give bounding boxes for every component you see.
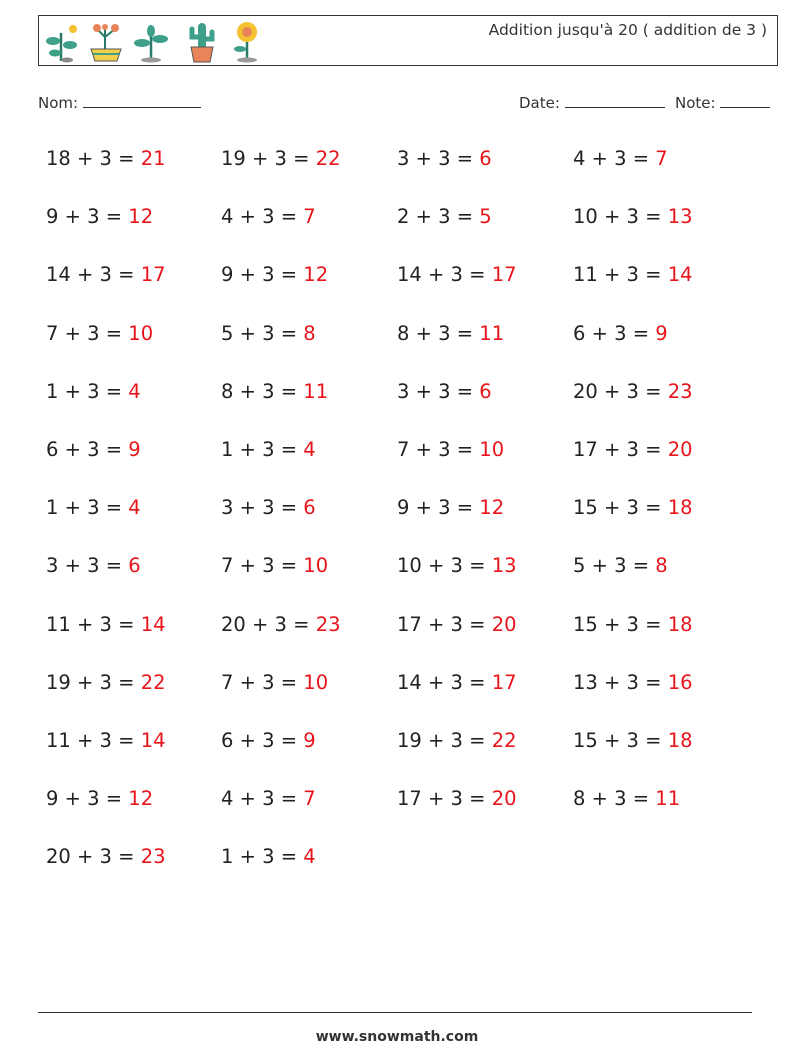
problem-answer: 20	[667, 438, 693, 461]
problem-question: 14 + 3 =	[46, 263, 141, 286]
problem-item	[573, 205, 693, 228]
problem-question: 17 + 3 =	[573, 438, 668, 461]
problem-question: 1 + 3 =	[46, 380, 129, 403]
problem-item	[221, 671, 328, 694]
problem-item	[573, 554, 668, 577]
cactus-icon	[183, 19, 223, 63]
problem-question: 8 + 3 =	[573, 787, 656, 810]
problem-item	[221, 729, 316, 752]
problem-question: 4 + 3 =	[573, 147, 656, 170]
worksheet-header	[38, 15, 778, 66]
note-line[interactable]	[720, 93, 770, 108]
problem-answer: 5	[479, 205, 492, 228]
problem-item	[573, 438, 693, 461]
problem-answer: 4	[303, 845, 316, 868]
problem-answer: 7	[655, 147, 668, 170]
problem-answer: 12	[479, 496, 505, 519]
problem-item	[46, 205, 153, 228]
problem-question: 14 + 3 =	[397, 671, 492, 694]
problem-item	[221, 554, 328, 577]
problem-answer: 20	[491, 787, 517, 810]
problem-answer: 4	[303, 438, 316, 461]
problem-question: 9 + 3 =	[46, 787, 129, 810]
problem-item	[221, 613, 341, 636]
problem-item	[573, 671, 693, 694]
problem-item	[221, 147, 341, 170]
problem-answer: 23	[140, 845, 166, 868]
problem-question: 18 + 3 =	[46, 147, 141, 170]
problem-item	[573, 380, 693, 403]
problem-item	[221, 322, 316, 345]
problem-answer: 23	[667, 380, 693, 403]
problem-item	[46, 554, 141, 577]
problem-answer: 18	[667, 613, 693, 636]
seedling-icon	[131, 19, 171, 63]
name-line[interactable]	[83, 93, 201, 108]
name-field	[38, 93, 201, 112]
problem-question: 9 + 3 =	[397, 496, 480, 519]
problem-question: 19 + 3 =	[46, 671, 141, 694]
problem-item	[397, 613, 517, 636]
problem-question: 10 + 3 =	[573, 205, 668, 228]
problem-answer: 6	[479, 147, 492, 170]
problem-item	[46, 322, 153, 345]
problem-item	[573, 496, 693, 519]
problem-item	[573, 263, 693, 286]
date-line[interactable]	[565, 93, 665, 108]
problem-item	[397, 263, 517, 286]
problem-question: 4 + 3 =	[221, 787, 304, 810]
problem-answer: 7	[303, 205, 316, 228]
problem-answer: 13	[491, 554, 517, 577]
problem-item	[46, 787, 153, 810]
problem-item	[573, 729, 693, 752]
problem-item	[397, 671, 517, 694]
problem-question: 8 + 3 =	[221, 380, 304, 403]
note-label: Note:	[675, 94, 716, 112]
name-label: Nom:	[38, 94, 79, 112]
problem-question: 1 + 3 =	[46, 496, 129, 519]
problem-item	[46, 729, 166, 752]
problem-answer: 9	[655, 322, 668, 345]
problem-item	[46, 671, 166, 694]
problem-question: 9 + 3 =	[46, 205, 129, 228]
problem-answer: 22	[315, 147, 341, 170]
flower-pot-icon	[87, 19, 127, 63]
date-field	[519, 93, 665, 112]
problem-answer: 13	[667, 205, 693, 228]
problem-answer: 12	[128, 205, 154, 228]
problem-answer: 12	[128, 787, 154, 810]
problem-question: 7 + 3 =	[221, 554, 304, 577]
problem-question: 20 + 3 =	[221, 613, 316, 636]
problem-answer: 18	[667, 729, 693, 752]
problem-item	[397, 496, 504, 519]
problem-question: 7 + 3 =	[397, 438, 480, 461]
problem-question: 6 + 3 =	[46, 438, 129, 461]
problem-question: 3 + 3 =	[46, 554, 129, 577]
problem-item	[573, 613, 693, 636]
problem-item	[46, 496, 141, 519]
problem-answer: 7	[303, 787, 316, 810]
problem-item	[573, 787, 680, 810]
problem-question: 20 + 3 =	[46, 845, 141, 868]
problem-item	[46, 613, 166, 636]
problem-answer: 23	[315, 613, 341, 636]
problem-question: 8 + 3 =	[397, 322, 480, 345]
problem-answer: 21	[140, 147, 166, 170]
worksheet-title: Addition jusqu'à 20 ( addition de 3 )	[488, 21, 767, 39]
problem-item	[46, 380, 141, 403]
problem-item	[397, 205, 492, 228]
problem-question: 17 + 3 =	[397, 787, 492, 810]
problem-question: 13 + 3 =	[573, 671, 668, 694]
problem-item	[397, 787, 517, 810]
problem-answer: 12	[303, 263, 329, 286]
footer-url: www.snowmath.com	[315, 1029, 479, 1045]
problem-question: 20 + 3 =	[573, 380, 668, 403]
problem-item	[221, 205, 316, 228]
problem-question: 6 + 3 =	[573, 322, 656, 345]
problem-item	[397, 147, 492, 170]
problem-answer: 14	[140, 613, 166, 636]
problem-answer: 8	[303, 322, 316, 345]
date-label: Date:	[519, 94, 560, 112]
problem-item	[397, 322, 504, 345]
problem-answer: 20	[491, 613, 517, 636]
problem-answer: 6	[128, 554, 141, 577]
problem-item	[221, 380, 328, 403]
problem-question: 7 + 3 =	[221, 671, 304, 694]
problem-question: 7 + 3 =	[46, 322, 129, 345]
problem-question: 3 + 3 =	[397, 147, 480, 170]
problem-item	[397, 380, 492, 403]
problem-question: 11 + 3 =	[46, 729, 141, 752]
problem-question: 4 + 3 =	[221, 205, 304, 228]
problem-answer: 9	[128, 438, 141, 461]
footer-divider	[38, 1012, 752, 1013]
problem-item	[221, 787, 316, 810]
problem-question: 14 + 3 =	[397, 263, 492, 286]
problem-answer: 14	[140, 729, 166, 752]
problem-item	[221, 845, 316, 868]
problem-answer: 17	[140, 263, 166, 286]
problem-item	[573, 322, 668, 345]
problem-answer: 16	[667, 671, 693, 694]
problem-question: 15 + 3 =	[573, 729, 668, 752]
problem-answer: 11	[655, 787, 681, 810]
sunflower-icon	[227, 19, 267, 63]
problem-question: 3 + 3 =	[397, 380, 480, 403]
problem-question: 3 + 3 =	[221, 496, 304, 519]
problem-item	[397, 729, 517, 752]
problem-answer: 14	[667, 263, 693, 286]
problem-question: 17 + 3 =	[397, 613, 492, 636]
problem-question: 6 + 3 =	[221, 729, 304, 752]
problem-answer: 9	[303, 729, 316, 752]
problem-item	[221, 263, 328, 286]
problem-question: 15 + 3 =	[573, 613, 668, 636]
problem-answer: 18	[667, 496, 693, 519]
problem-answer: 11	[479, 322, 505, 345]
problem-question: 10 + 3 =	[397, 554, 492, 577]
problem-answer: 4	[128, 380, 141, 403]
plant-sprout-icon	[43, 19, 83, 63]
note-field	[675, 93, 770, 112]
problem-question: 15 + 3 =	[573, 496, 668, 519]
problem-item	[46, 147, 166, 170]
problem-item	[573, 147, 668, 170]
problem-answer: 4	[128, 496, 141, 519]
problem-answer: 10	[303, 554, 329, 577]
problem-answer: 22	[140, 671, 166, 694]
problem-question: 2 + 3 =	[397, 205, 480, 228]
problem-question: 5 + 3 =	[221, 322, 304, 345]
problem-question: 9 + 3 =	[221, 263, 304, 286]
problem-answer: 6	[479, 380, 492, 403]
problem-item	[46, 438, 141, 461]
problem-answer: 17	[491, 263, 517, 286]
problem-question: 5 + 3 =	[573, 554, 656, 577]
problem-answer: 10	[479, 438, 505, 461]
problem-item	[397, 554, 517, 577]
problem-answer: 22	[491, 729, 517, 752]
problem-item	[46, 263, 166, 286]
problem-question: 1 + 3 =	[221, 845, 304, 868]
problem-question: 19 + 3 =	[397, 729, 492, 752]
problem-answer: 11	[303, 380, 329, 403]
problem-question: 1 + 3 =	[221, 438, 304, 461]
problem-item	[221, 438, 316, 461]
problem-answer: 8	[655, 554, 668, 577]
problem-item	[46, 845, 166, 868]
problem-question: 11 + 3 =	[46, 613, 141, 636]
problem-answer: 10	[128, 322, 154, 345]
problem-item	[221, 496, 316, 519]
problem-question: 19 + 3 =	[221, 147, 316, 170]
problem-answer: 6	[303, 496, 316, 519]
problem-answer: 17	[491, 671, 517, 694]
problem-answer: 10	[303, 671, 329, 694]
problem-item	[397, 438, 504, 461]
problem-question: 11 + 3 =	[573, 263, 668, 286]
